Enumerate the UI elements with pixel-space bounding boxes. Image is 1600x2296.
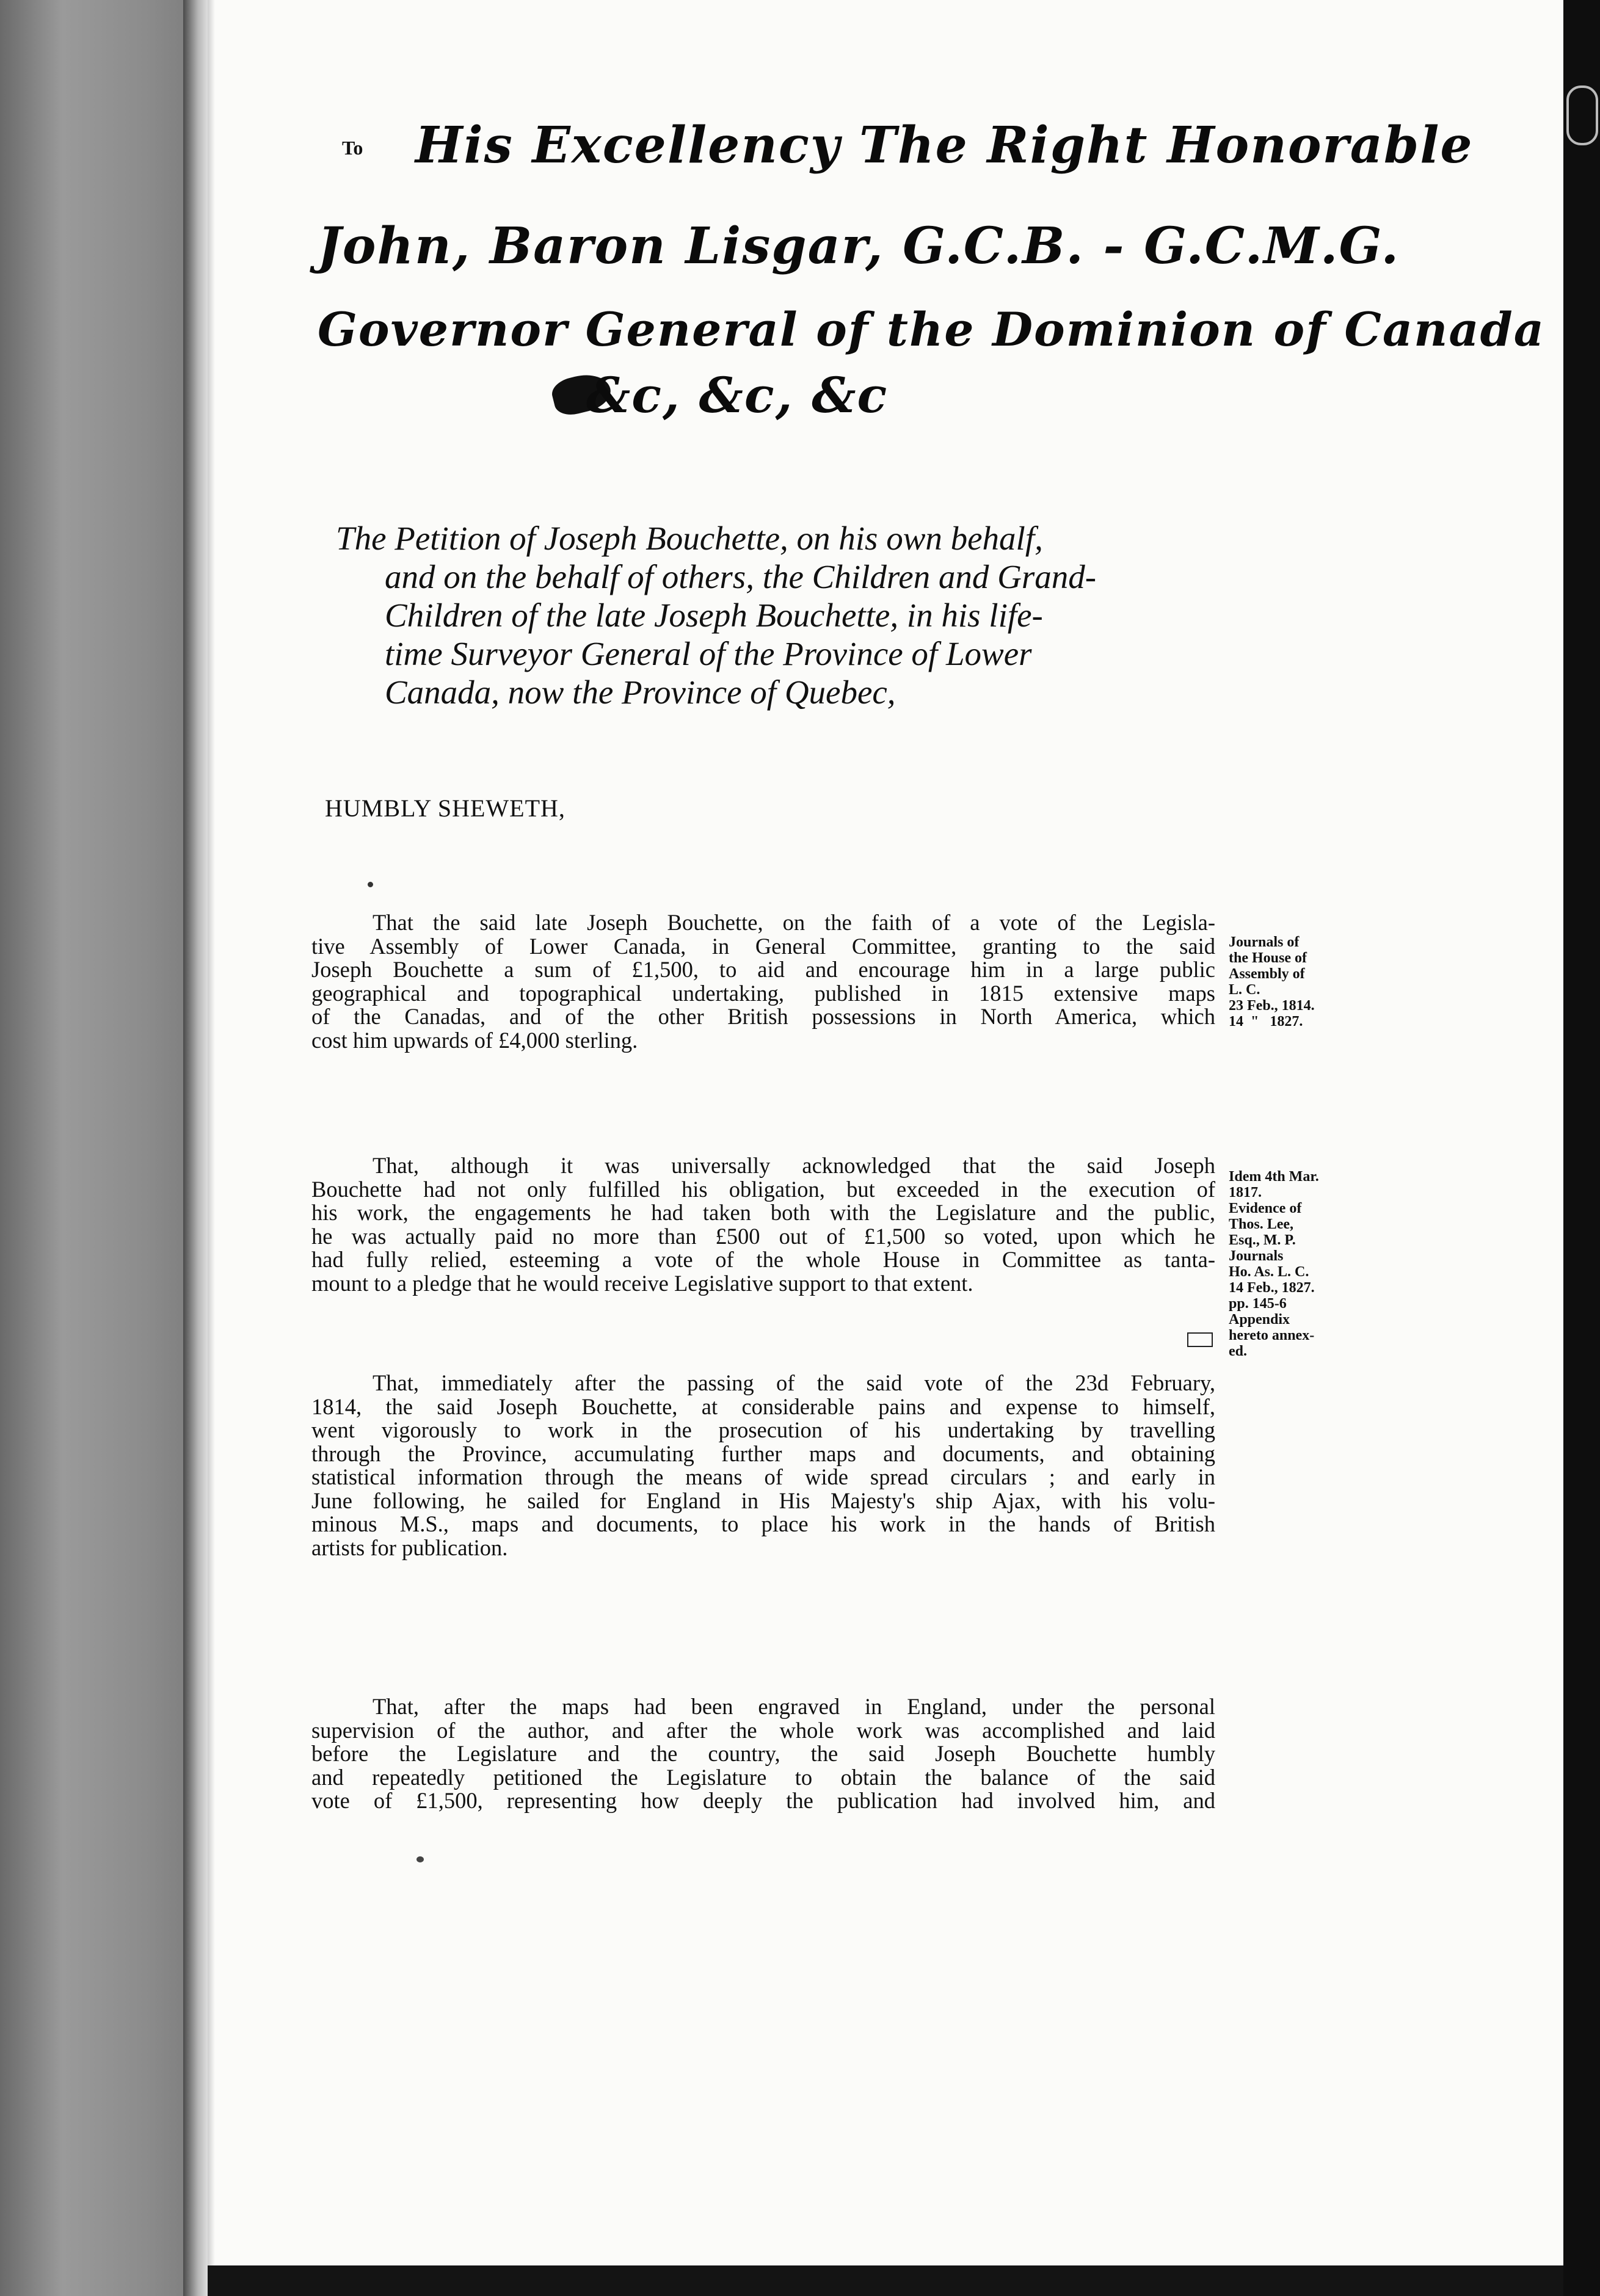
paragraph-line: minous M.S., maps and documents, to place his work in the hands of British [311, 1511, 1215, 1536]
paragraph-line: That, immediately after the passing of the said vote of the 23d February, [373, 1370, 1215, 1395]
scan-right-edge [1563, 0, 1600, 2296]
paragraph-line: cost him upwards of £4,000 sterling. [311, 1027, 638, 1053]
paragraph-line: artists for publication. [311, 1535, 508, 1560]
paragraph-line: Joseph Bouchette a sum of £1,500, to aid and encourage him in a large public [311, 957, 1215, 982]
handwritten-address-line-3: Governor General of the Dominion of Canada [318, 302, 1545, 357]
paragraph-3 [311, 1371, 1215, 1560]
paragraph-line: mount to a pledge that he would receive Legislative support to that extent. [311, 1270, 973, 1296]
paragraph-4 [311, 1695, 1215, 1813]
petition-title-line: and on the behalf of others, the Children and Grand- [385, 558, 1097, 595]
paper-speck [368, 882, 373, 887]
paragraph-line: That the said late Joseph Bouchette, on the faith of a vote of the Legisla- [373, 910, 1215, 935]
document-page [208, 0, 1563, 2265]
paragraph-line: before the Legislature and the country, the said Joseph Bouchette humbly [311, 1741, 1215, 1766]
small-stamp-mark [1187, 1332, 1213, 1347]
paragraph-line: he was actually paid no more than £500 out of £1,500 so voted, upon which he [311, 1223, 1215, 1249]
petition-title-line: Children of the late Joseph Bouchette, in his life- [385, 597, 1043, 634]
humbly-sheweth-heading: HUMBLY SHEWETH, [325, 794, 565, 822]
paragraph-line: and repeatedly petitioned the Legislature to obtain the balance of the said [311, 1764, 1215, 1790]
book-spine [0, 0, 208, 2296]
handwritten-address-line-2: John, Baron Lisgar, G.C.B. - G.C.M.G. [318, 217, 1400, 275]
petition-title-line: Canada, now the Province of Quebec, [385, 674, 896, 711]
paragraph-line: statistical information through the means of wide spread circulars ; and early in [311, 1464, 1215, 1489]
binder-ring [1566, 85, 1598, 145]
paper-speck [416, 1856, 424, 1862]
handwritten-address-line-1: His Excellency The Right Honorable [415, 116, 1474, 175]
paragraph-line: vote of £1,500, representing how deeply the publication had involved him, and [311, 1788, 1215, 1813]
margin-note-journals: Journals of the House of Assembly of L. C. 23 Feb., 1814. 14 " 1827. [1229, 934, 1315, 1030]
paragraph-line: June following, he sailed for England in His Majesty's ship Ajax, with his volu- [311, 1488, 1215, 1513]
spine-edge [183, 0, 208, 2296]
paragraph-2 [311, 1154, 1215, 1295]
margin-note-idem: Idem 4th Mar. 1817. Evidence of Thos. Lee, Esq., M. P. Journals Ho. As. L. C. 14 Feb., 1827. pp. 145-6 Appendix hereto annex- ed. [1229, 1169, 1319, 1359]
handwritten-address-line-4: &c, &c, &c [586, 366, 889, 424]
paragraph-1 [311, 911, 1215, 1052]
paragraph-line: Bouchette had not only fulfilled his obligation, but exceeded in the execution of [311, 1176, 1215, 1202]
paragraph-line: had fully relied, esteeming a vote of the whole House in Committee as tanta- [311, 1247, 1215, 1272]
paragraph-line: went vigorously to work in the prosecution of his undertaking by travelling [311, 1417, 1215, 1442]
paragraph-line: geographical and topographical undertaking, published in 1815 extensive maps [311, 980, 1215, 1006]
petition-title [336, 519, 1435, 711]
paragraph-line: his work, the engagements he had taken both with the Legislature and the public, [311, 1200, 1215, 1225]
page-fold-shadow [208, 0, 215, 2265]
petition-title-line: time Surveyor General of the Province of Lower [385, 635, 1032, 672]
petition-title-line: The Petition of Joseph Bouchette, on his own behalf, [336, 520, 1043, 557]
paragraph-line: That, although it was universally acknowledged that the said Joseph [373, 1153, 1215, 1178]
to-label: To [342, 137, 363, 159]
paragraph-line: That, after the maps had been engraved in England, under the personal [373, 1694, 1215, 1719]
paragraph-line: 1814, the said Joseph Bouchette, at considerable pains and expense to himself, [311, 1393, 1215, 1419]
paragraph-line: tive Assembly of Lower Canada, in General Committee, granting to the said [311, 933, 1215, 959]
paragraph-line: through the Province, accumulating further maps and documents, and obtaining [311, 1440, 1215, 1466]
paragraph-line: of the Canadas, and of the other British possessions in North America, which [311, 1004, 1215, 1029]
paragraph-line: supervision of the author, and after the whole work was accomplished and laid [311, 1717, 1215, 1743]
